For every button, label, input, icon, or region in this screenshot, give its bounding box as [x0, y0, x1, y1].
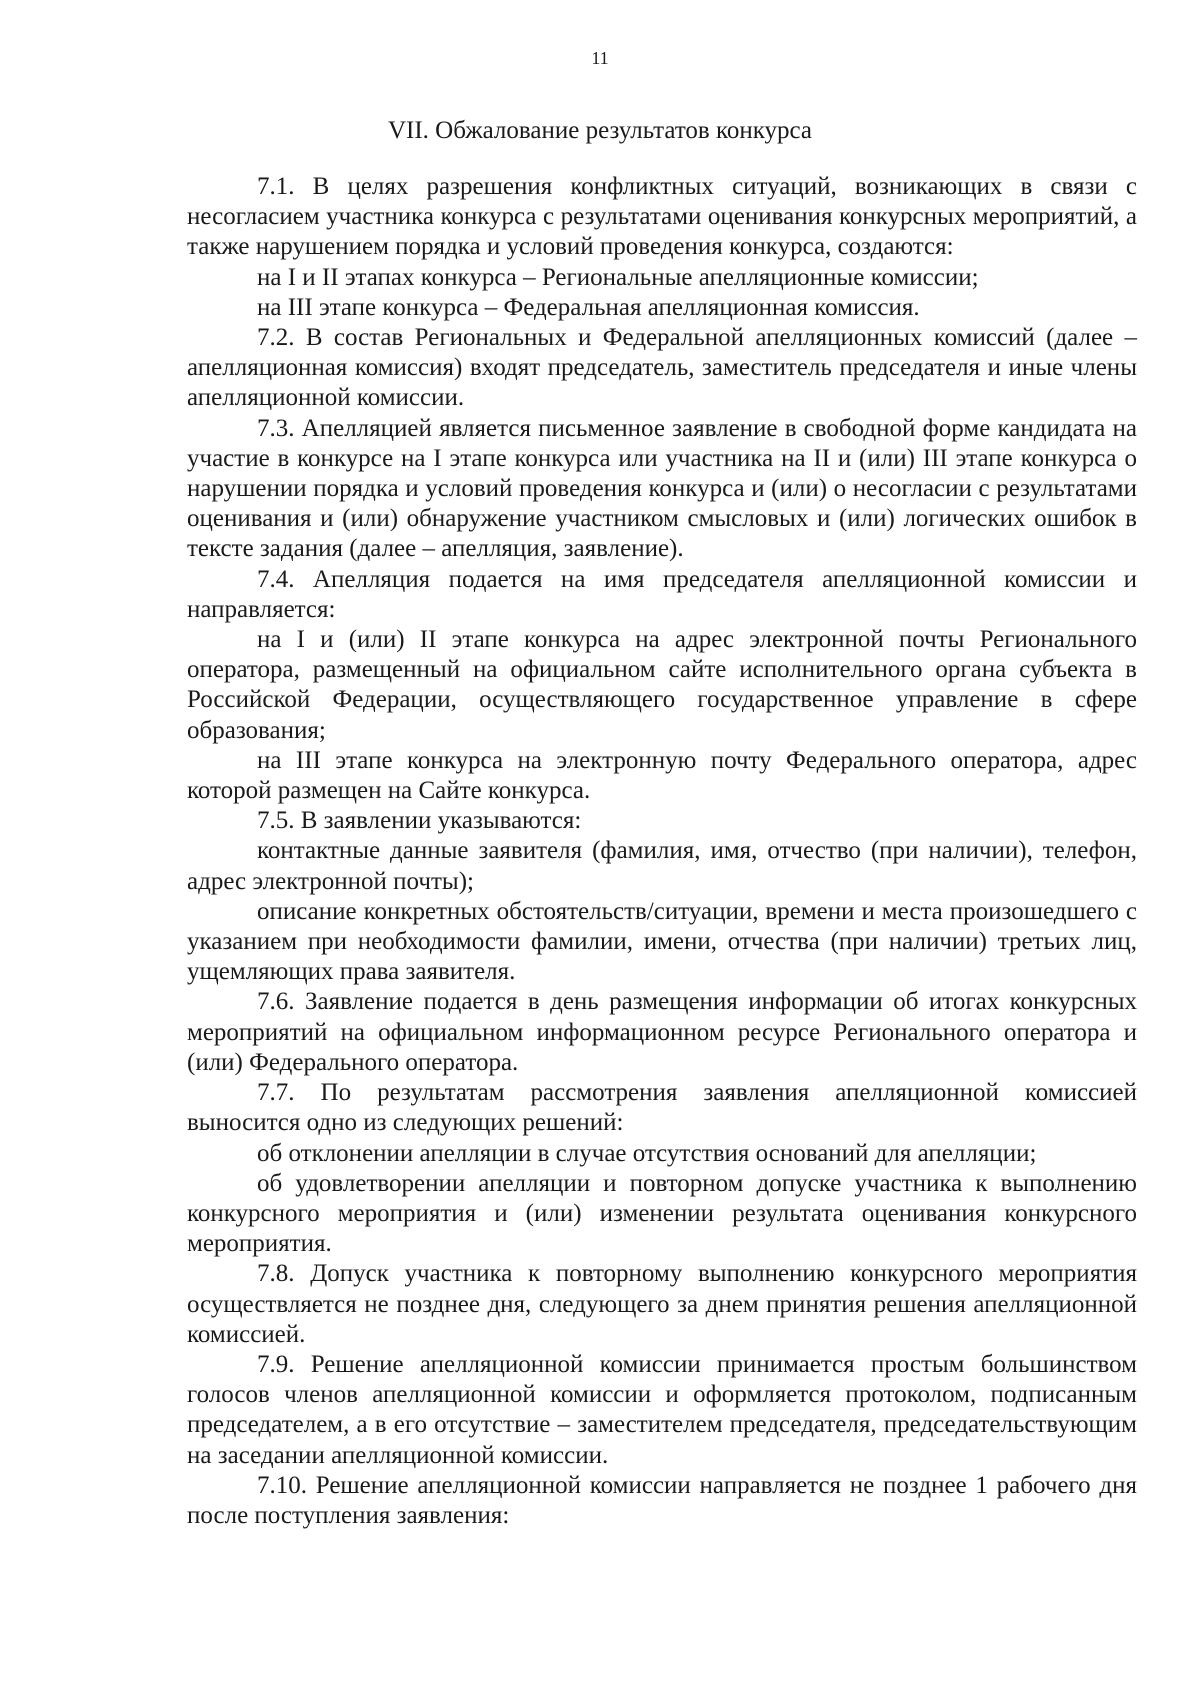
paragraph: 7.1. В целях разрешения конфликтных ситуаций, возникающих в связи с несогласием участника конкурса с результатами оценивания конкурсных мероприятий, а также нарушением порядка и условий проведения конкурса, создаются:	[187, 173, 1137, 261]
paragraph: 7.4. Апелляция подается на имя председателя апелляционной комиссии и направляется:	[187, 565, 1137, 623]
paragraph: на I и (или) II этапе конкурса на адрес электронной почты Регионального оператора, размещенный на официальном сайте исполнительного органа субъекта в Российской Федерации, осуществляющего государственное управление в сфере образования;	[187, 626, 1137, 744]
paragraph: 7.3. Апелляцией является письменное заявление в свободной форме кандидата на участие в конкурсе на I этапе конкурса или участника на II и (или) III этапе конкурса о нарушении порядка и условий проведения конкурса и (или) о несогласии с результатами оценивания и (или) обнаружение участником смысловых и (или) логических ошибок в тексте задания (далее – апелляция, заявление).	[187, 414, 1137, 563]
paragraph: 7.7. По результатам рассмотрения заявления апелляционной комиссией выносится одно из следующих решений:	[187, 1079, 1137, 1137]
paragraph: на III этапе конкурса на электронную почту Федерального оператора, адрес которой размещен на Сайте конкурса.	[187, 746, 1137, 805]
paragraph: 7.8. Допуск участника к повторному выполнению конкурсного мероприятия осуществляется не позднее дня, следующего за днем принятия решения апелляционной комиссией.	[187, 1260, 1137, 1348]
paragraph: об отклонении апелляции в случае отсутствия оснований для апелляции;	[257, 1139, 1037, 1167]
paragraph: 7.5. В заявлении указываются:	[257, 807, 582, 835]
paragraph: на III этапе конкурса – Федеральная апелляционная комиссия.	[257, 293, 920, 321]
paragraph: на I и II этапах конкурса – Региональные апелляционные комиссии;	[257, 263, 979, 291]
paragraph: 7.6. Заявление подается в день размещения информации об итогах конкурсных мероприятий на официальном информационном ресурсе Регионального оператора и (или) Федерального оператора.	[187, 988, 1137, 1076]
paragraph: об удовлетворении апелляции и повторном допуске участника к выполнению конкурсного мероприятия и (или) изменении результата оценивания конкурсного мероприятия.	[187, 1169, 1137, 1258]
paragraph: описание конкретных обстоятельств/ситуации, времени и места произошедшего с указанием при необходимости фамилии, имени, отчества (при наличии) третьих лиц, ущемляющих права заявителя.	[187, 897, 1137, 986]
document-body	[187, 172, 1137, 1531]
paragraph: 7.10. Решение апелляционной комиссии направляется не позднее 1 рабочего дня после поступления заявления:	[187, 1471, 1137, 1529]
page-number: 11	[591, 48, 609, 68]
paragraph: 7.9. Решение апелляционной комиссии принимается простым большинством голосов членов апелляционной комиссии и оформляется протоколом, подписанным председателем, а в его отсутствие – заместителем председателя, председательствующим на заседании апелляционной комиссии.	[187, 1350, 1137, 1469]
paragraph: 7.2. В состав Региональных и Федеральной апелляционных комиссий (далее – апелляционная комиссия) входят председатель, заместитель председателя и иные члены апелляционной комиссии.	[187, 324, 1137, 412]
section-title: VII. Обжалование результатов конкурса	[387, 117, 813, 144]
paragraph: контактные данные заявителя (фамилия, имя, отчество (при наличии), телефон, адрес электронной почты);	[187, 837, 1137, 895]
